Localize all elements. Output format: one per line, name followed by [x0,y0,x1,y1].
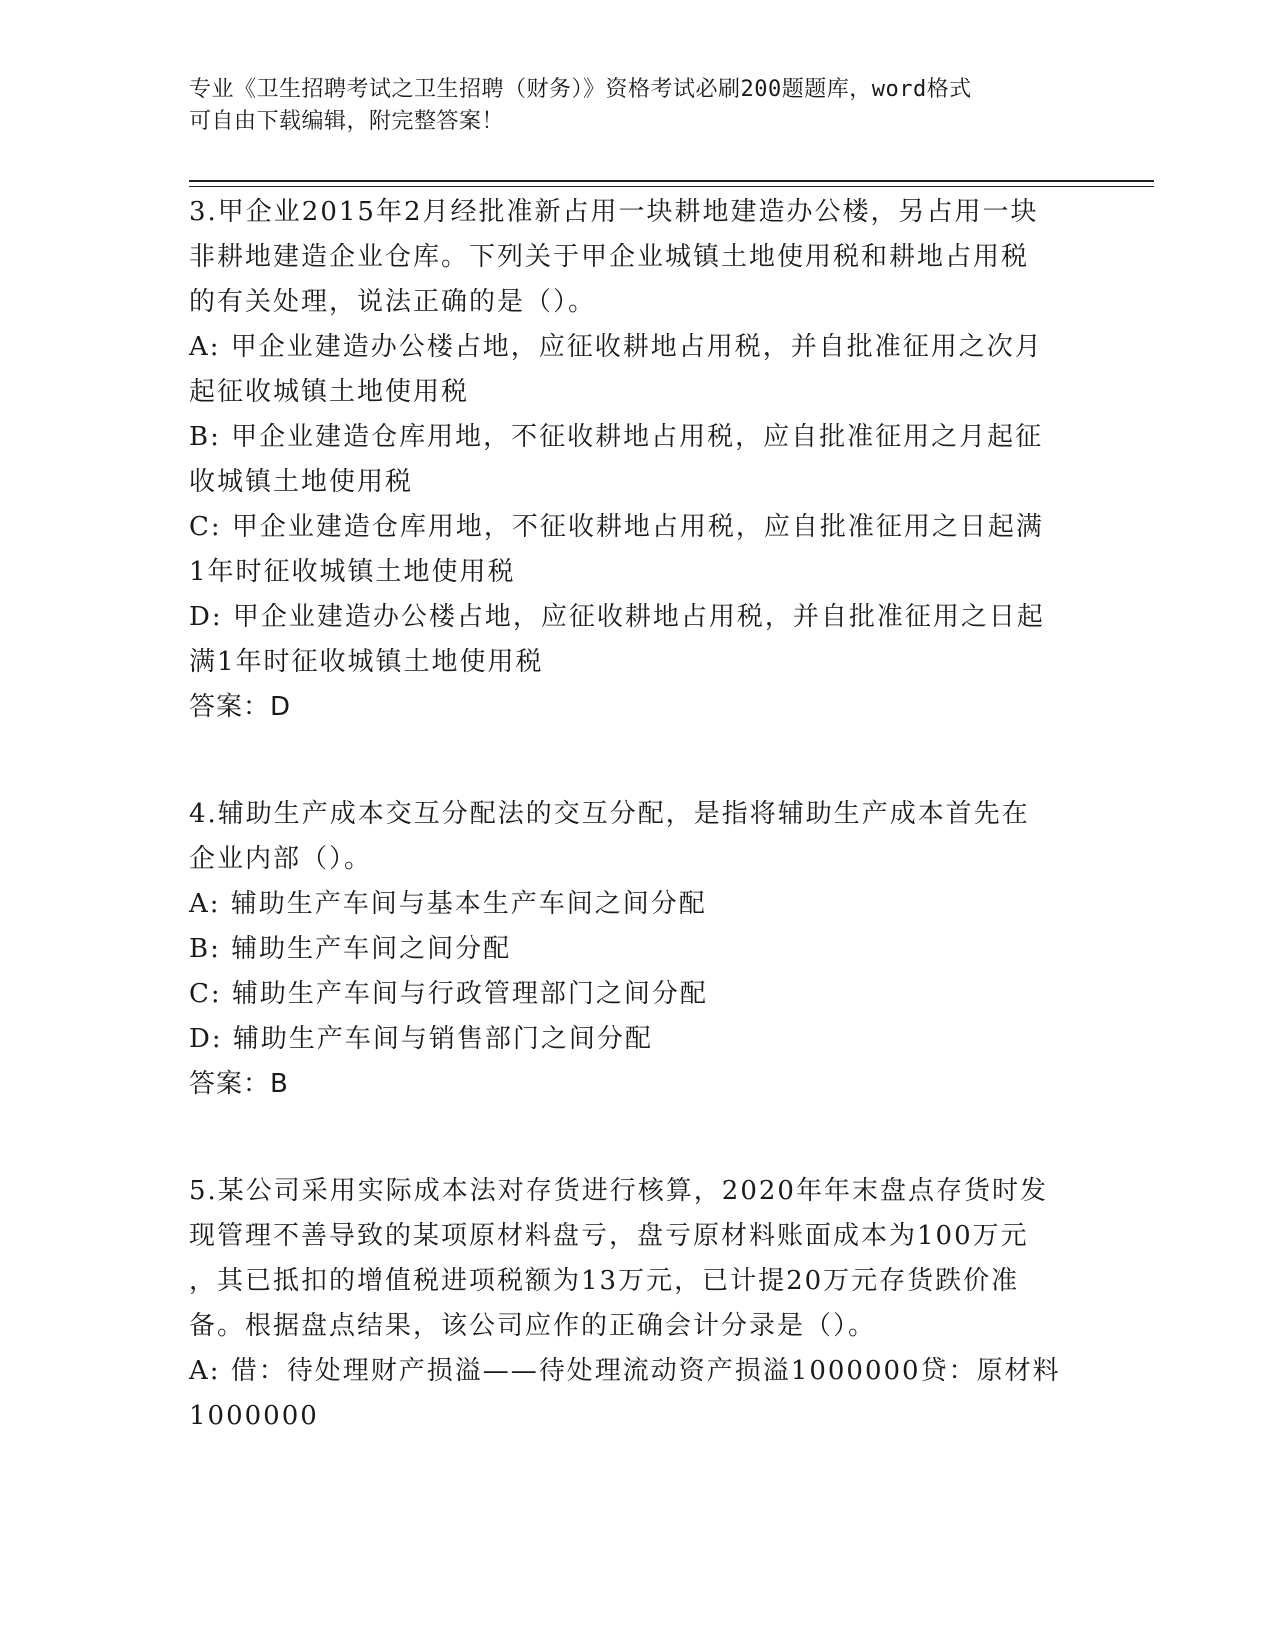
question-stem-line: 现管理不善导致的某项原材料盘亏，盘亏原材料账面成本为100万元 [189,1221,1029,1251]
question-list [189,190,1089,1439]
question-stem-line: 备。根据盘点结果，该公司应作的正确会计分录是（）。 [189,1311,877,1341]
question-stem-line: 5.某公司采用实际成本法对存货进行核算，2020年年末盘点存货时发 [189,1176,1048,1206]
answer-option-line: B: 辅助生产车间之间分配 [189,934,512,964]
document-header [189,74,1069,138]
answer-option-line: A: 借：待处理财产损溢——待处理流动资产损溢1000000贷：原材料 [189,1356,1061,1386]
answer-key: 答案：B [189,1069,289,1099]
question-block [189,190,1089,730]
answer-option-line: 满1年时征收城镇土地使用税 [189,647,544,677]
answer-option-line: A: 辅助生产车间与基本生产车间之间分配 [189,889,707,919]
answer-option-line: D: 甲企业建造办公楼占地，应征收耕地占用税，并自批准征用之日起 [189,602,1045,632]
answer-option-line: B: 甲企业建造仓库用地，不征收耕地占用税，应自批准征用之月起征 [189,422,1044,452]
answer-option-line: 1000000 [189,1401,319,1431]
answer-option-line: C: 甲企业建造仓库用地，不征收耕地占用税，应自批准征用之日起满 [189,512,1044,542]
answer-option-line: D: 辅助生产车间与销售部门之间分配 [189,1024,653,1054]
question-stem-line: 企业内部（）。 [189,844,373,874]
question-stem-line: 4.辅助生产成本交互分配法的交互分配，是指将辅助生产成本首先在 [189,799,1030,829]
question-stem-line: 3.甲企业2015年2月经批准新占用一块耕地建造办公楼，另占用一块 [189,197,1039,227]
answer-option-line: 1年时征收城镇土地使用税 [189,557,516,587]
answer-option-line: 收城镇土地使用税 [189,467,414,497]
question-spacer [189,1107,1089,1169]
question-stem-line: 非耕地建造企业仓库。下列关于甲企业城镇土地使用税和耕地占用税 [189,242,1030,272]
question-stem-line: 的有关处理，说法正确的是（）。 [189,287,597,317]
question-stem-line: ，其已抵扣的增值税进项税额为13万元，已计提20万元存货跌价准 [189,1266,1020,1296]
answer-option-line: A: 甲企业建造办公楼占地，应征收耕地占用税，并自批准征用之次月 [189,332,1043,362]
question-block [189,1169,1089,1439]
header-title-line-1: 专业《卫生招聘考试之卫生招聘（财务）》资格考试必刷200题题库，word格式 [189,77,972,102]
answer-option-line: 起征收城镇土地使用税 [189,377,470,407]
header-divider-thick [189,180,1154,182]
question-block [189,792,1089,1107]
header-divider-thin [189,186,1154,187]
answer-key: 答案：D [189,692,292,722]
answer-option-line: C: 辅助生产车间与行政管理部门之间分配 [189,979,708,1009]
question-spacer [189,730,1089,792]
header-title-line-2: 可自由下载编辑，附完整答案！ [189,109,505,134]
